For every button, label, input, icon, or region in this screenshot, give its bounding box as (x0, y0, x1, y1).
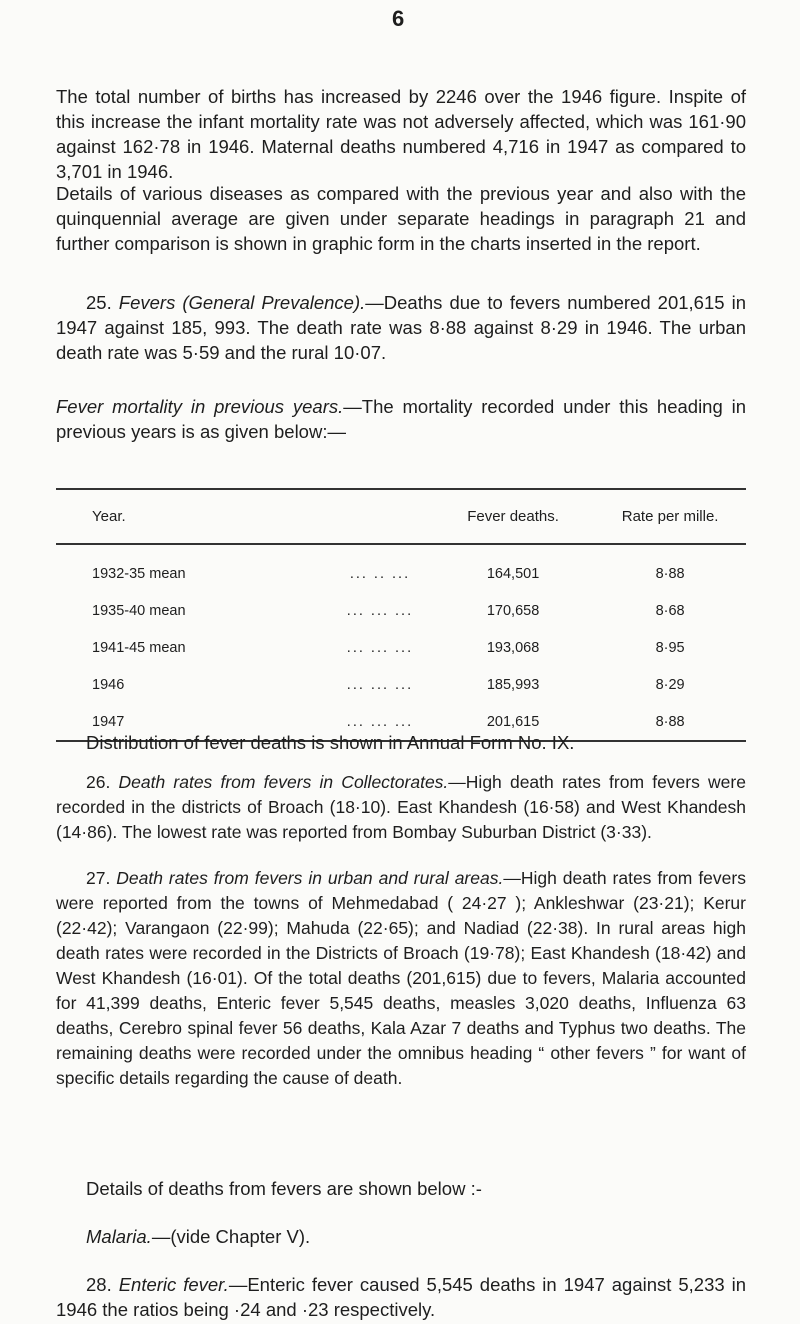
table-row (56, 666, 746, 703)
row-year: 1932-35 mean (92, 565, 186, 582)
intro-paragraph-2: Details of various diseases as compared with the previous year and also with the quinquennial average are given under separate headings in paragraph 21 and further comparison is shown in graphic form in the charts inserted in the report. (56, 183, 746, 254)
row-rate: 8·95 (655, 639, 685, 656)
page-number: 6 (392, 6, 405, 31)
row-deaths: 185,993 (486, 676, 540, 693)
row-year: 1947 (56, 703, 328, 741)
section-26-heading: Death rates from fevers in Collectorates. (118, 772, 449, 792)
row-deaths: 193,068 (486, 639, 540, 656)
table-row (56, 592, 746, 629)
row-rate: 8·68 (655, 602, 685, 619)
row-leader-dots: ... .. ... (349, 565, 411, 582)
row-deaths: 170,658 (486, 602, 540, 619)
section-26-paragraph (56, 770, 746, 845)
section-28-paragraph (56, 1272, 746, 1322)
row-year: 1941-45 mean (92, 639, 186, 656)
row-year: 1946 (92, 676, 125, 693)
fever-deaths-table (56, 488, 746, 742)
fever-mortality-text: —The mortality recorded under this heading in previous years is as given below:— (56, 396, 746, 442)
row-rate: 8·88 (655, 565, 685, 582)
fever-mortality-paragraph (56, 394, 746, 444)
fever-mortality-heading: Fever mortality in previous years. (56, 396, 344, 417)
section-28-heading: Enteric fever. (118, 1274, 229, 1295)
table-row (56, 544, 746, 592)
row-deaths: 201,615 (432, 703, 594, 741)
malaria-heading: Malaria. (86, 1226, 152, 1247)
row-deaths: 164,501 (486, 565, 540, 582)
header-rate: Rate per mille. (594, 489, 746, 544)
row-leader-dots: ... ... ... (328, 703, 432, 741)
distribution-paragraph: Distribution of fever deaths is shown in Annual Form No. IX. (86, 732, 575, 753)
row-year: 1935-40 mean (92, 602, 186, 619)
intro-paragraph-1: The total number of births has increased by 2246 over the 1946 figure. Inspite of this increase the infant mortality rate was not adversely affected, which was 161·90 against 162·78 in 1946. Maternal deaths numbered 4,716 in 1947 as compared to 3,701 in 1946. (56, 86, 746, 182)
section-25-number: 25. (86, 292, 112, 313)
section-27-text: —High death rates from fevers were reported from the towns of Mehmedabad ( 24·27 ); Ankleshwar (23·21); Kerur (22·42); Varangaon (22·99); Mahuda (22·65); and Nadiad (22·38). In rural areas high death rates were recorded in the Districts of Broach (19·78); East Khandesh (18·42) and West Khandesh (16·01). Of the total deaths (201,615) due to fevers, Malaria accounted for 41,399 deaths, Enteric fever 5,545 deaths, measles 3,020 deaths, Influenza 63 deaths, Cerebro spinal fever 56 deaths, Kala Azar 7 deaths and Typhus two deaths. The remaining deaths were recorded under the omnibus heading “ other fevers ” for want of specific details regarding the cause of death. (56, 868, 746, 1088)
row-leader-dots: ... ... ... (346, 602, 414, 619)
section-26-text: —High death rates from fevers were recorded in the districts of Broach (18·10). East Khandesh (16·58) and West Khandesh (14·86). The lowest rate was reported from Bombay Suburban District (3·33). (56, 772, 746, 842)
table-header-row (56, 489, 746, 544)
section-27-number: 27. (86, 868, 111, 888)
section-26-number: 26. (86, 772, 111, 792)
row-rate: 8·88 (594, 703, 746, 741)
malaria-paragraph (56, 1224, 746, 1249)
row-leader-dots: ... ... ... (346, 676, 414, 693)
section-28-text: —Enteric fever caused 5,545 deaths in 1947 against 5,233 in 1946 the ratios being ·24 and ·23 respectively. (56, 1274, 747, 1320)
section-28-number: 28. (86, 1274, 112, 1295)
header-fever-deaths: Fever deaths. (432, 489, 594, 544)
section-25-text: —Deaths due to fevers numbered 201,615 in 1947 against 185, 993. The death rate was 8·88 against 8·29 in 1946. The urban death rate was 5·59 and the rural 10·07. (56, 292, 746, 363)
header-year: Year. (56, 489, 328, 544)
section-25-heading: Fevers (General Prevalence). (118, 292, 366, 313)
row-leader-dots: ... ... ... (346, 639, 414, 656)
table-row (56, 629, 746, 666)
section-25-paragraph (56, 290, 746, 365)
row-rate: 8·29 (655, 676, 685, 693)
malaria-text: —(vide Chapter V). (151, 1226, 311, 1247)
section-27-heading: Death rates from fevers in urban and rural areas. (116, 868, 504, 888)
details-line: Details of deaths from fevers are shown below :- (86, 1178, 482, 1199)
section-27-paragraph (56, 866, 746, 1091)
